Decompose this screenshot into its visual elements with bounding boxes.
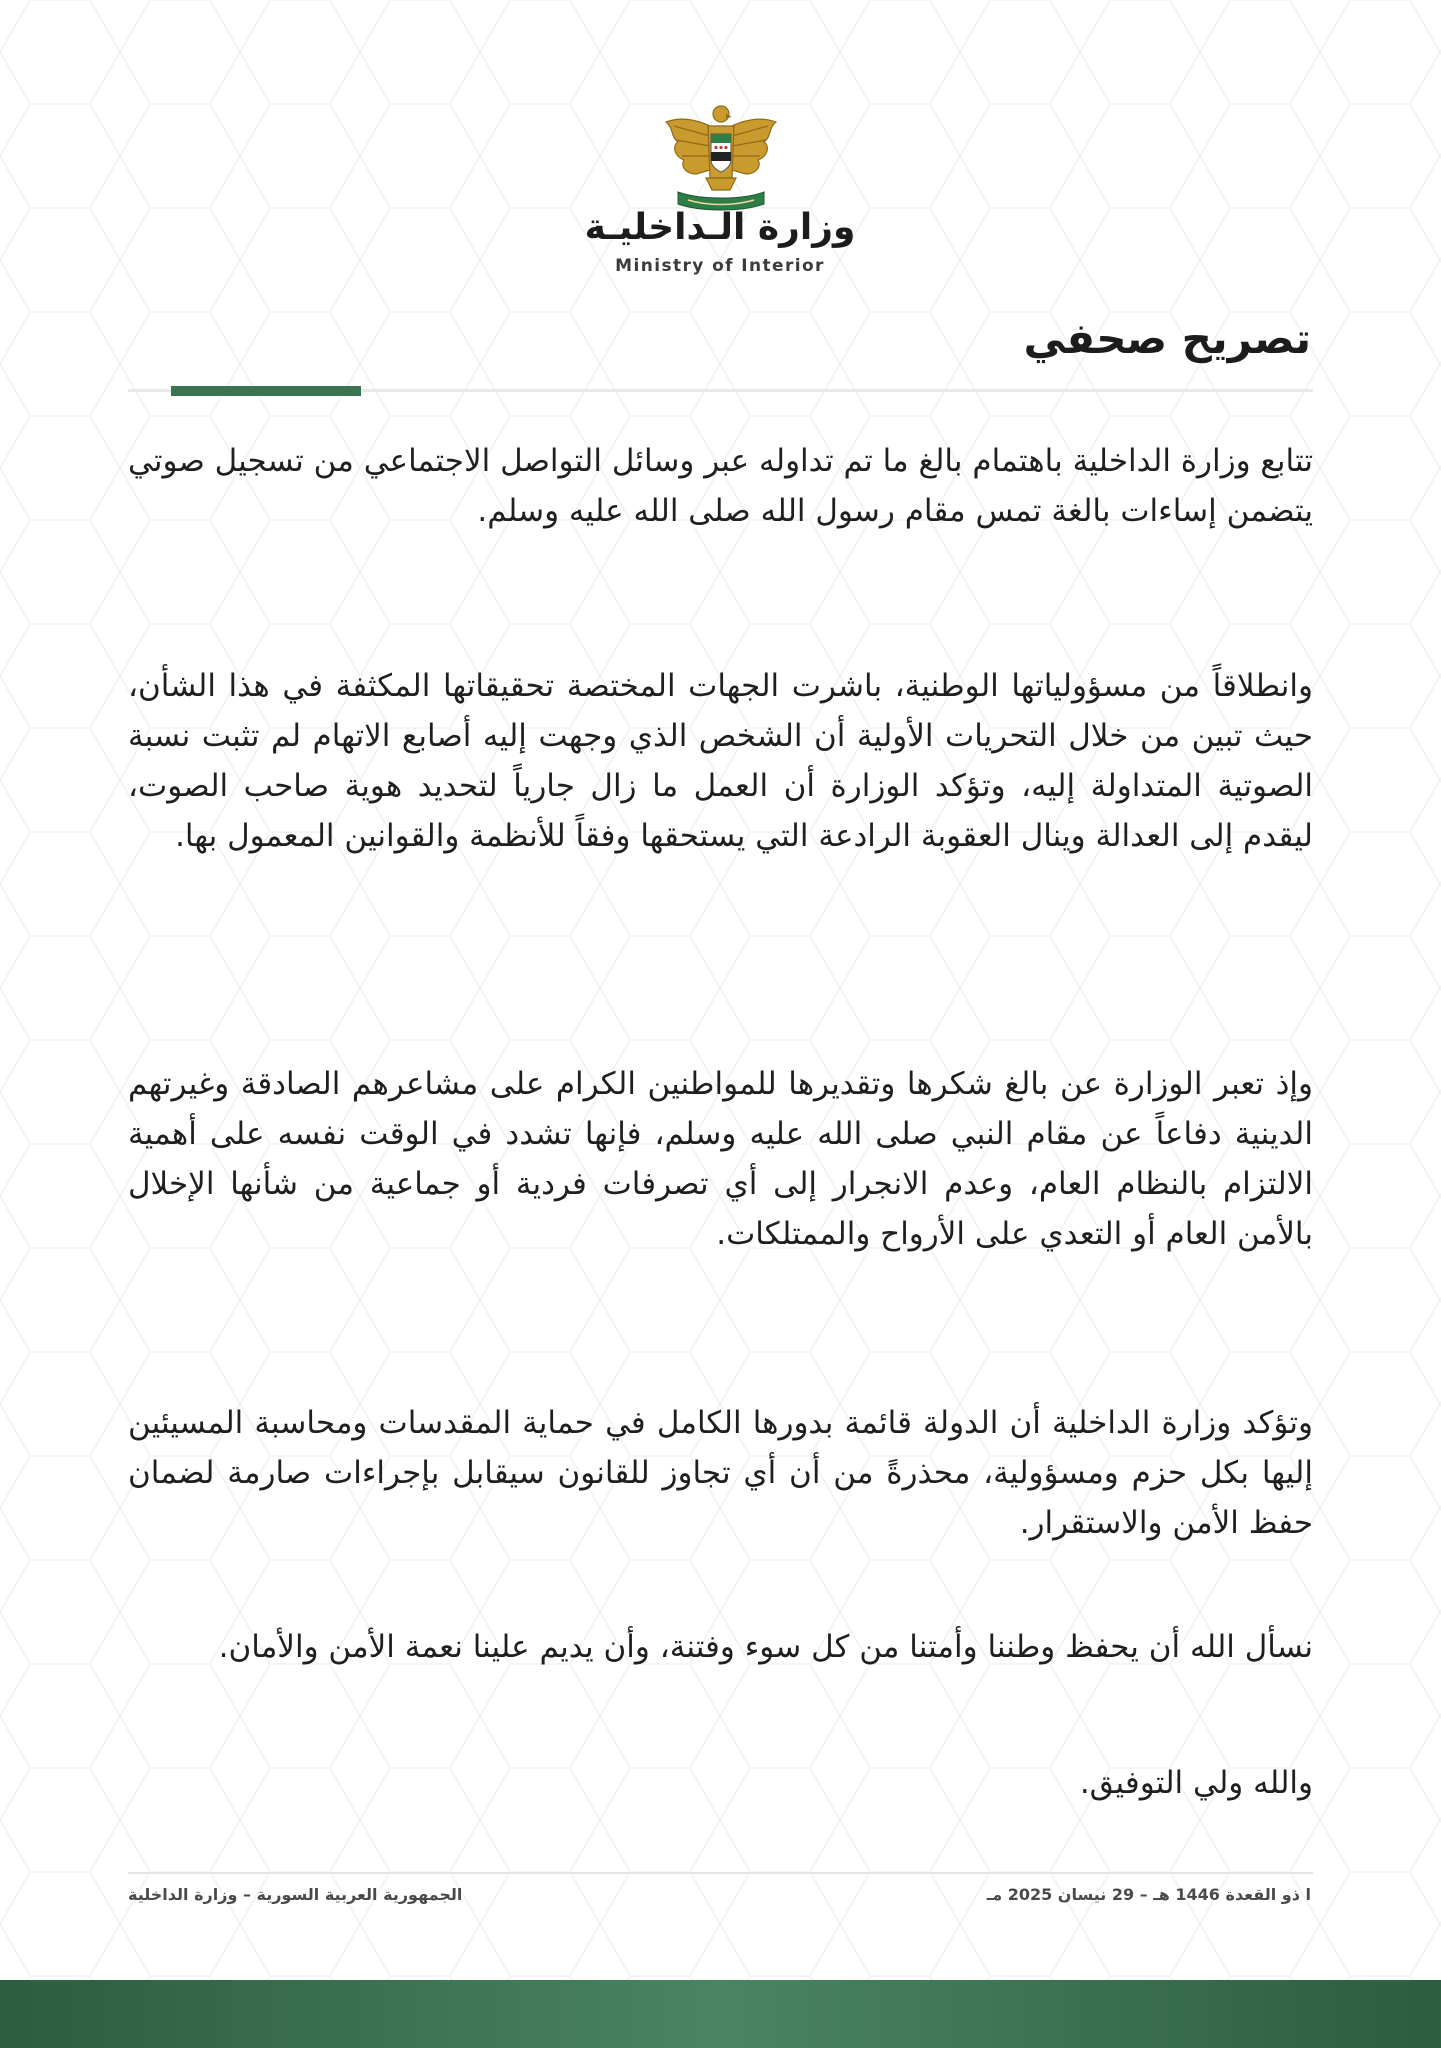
statement-paragraph-3: وإذ تعبر الوزارة عن بالغ شكرها وتقديرها للمواطنين الكرام على مشاعرهم الصادقة وغيرتهم الدينية دفاعاً عن مقام النبي صلى الله عليه وسلم، فإنها تشدد في الوقت نفسه على أهمية الالتزام بالنظام العام، وعدم الانجرار إلى أي تصرفات فردية أو جماعية من شأنها الإخلال بالأمن العام أو التعدي على الأرواح والممتلكات.: [128, 1066, 1313, 1252]
bottom-color-band: [0, 1980, 1441, 2048]
footer-issuer: الجمهورية العربية السورية – وزارة الداخلية: [128, 1885, 463, 1904]
statement-paragraph-5: نسأل الله أن يحفظ وطننا وأمتنا من كل سوء وفتنة، وأن يديم علينا نعمة الأمن والأمان.: [218, 1629, 1313, 1665]
document-title: تصريح صحفي: [1023, 314, 1311, 363]
statement-paragraph-1: تتابع وزارة الداخلية باهتمام بالغ ما تم تداوله عبر وسائل التواصل الاجتماعي من تسجيل صوتي يتضمن إساءات بالغة تمس مقام رسول الله صلى الله عليه وسلم.: [128, 443, 1313, 529]
footer-date: ا ذو القعدة 1446 هـ – 29 نيسان 2025 مـ: [986, 1885, 1311, 1904]
statement-paragraph-4: وتؤكد وزارة الداخلية أن الدولة قائمة بدورها الكامل في حماية المقدسات ومحاسبة المسيئين إليها بكل حزم ومسؤولية، محذرةً من أن أي تجاوز للقانون سيقابل بإجراءات صارمة لضمان حفظ الأمن والاستقرار.: [128, 1405, 1313, 1541]
closing-line: والله ولي التوفيق.: [1079, 1765, 1313, 1801]
ministry-name-english: Ministry of Interior: [615, 256, 825, 276]
title-accent-bar: [171, 386, 361, 396]
eagle-emblem-icon: [660, 100, 782, 212]
footer-divider: [128, 1872, 1313, 1874]
ministry-name-arabic: وزارة الـداخليـة: [584, 207, 856, 248]
statement-paragraph-2: وانطلاقاً من مسؤولياتها الوطنية، باشرت الجهات المختصة تحقيقاتها المكثفة في هذا الشأن، حيث تبين من خلال التحريات الأولية أن الشخص الذي وجهت إليه أصابع الاتهام لم تثبت نسبة الصوتية المتداولة إليه، وتؤكد الوزارة أن العمل ما زال جارياً لتحديد هوية صاحب الصوت، ليقدم إلى العدالة وينال العقوبة الرادعة التي يستحقها وفقاً للأنظمة والقوانين المعمول بها.: [128, 668, 1313, 854]
